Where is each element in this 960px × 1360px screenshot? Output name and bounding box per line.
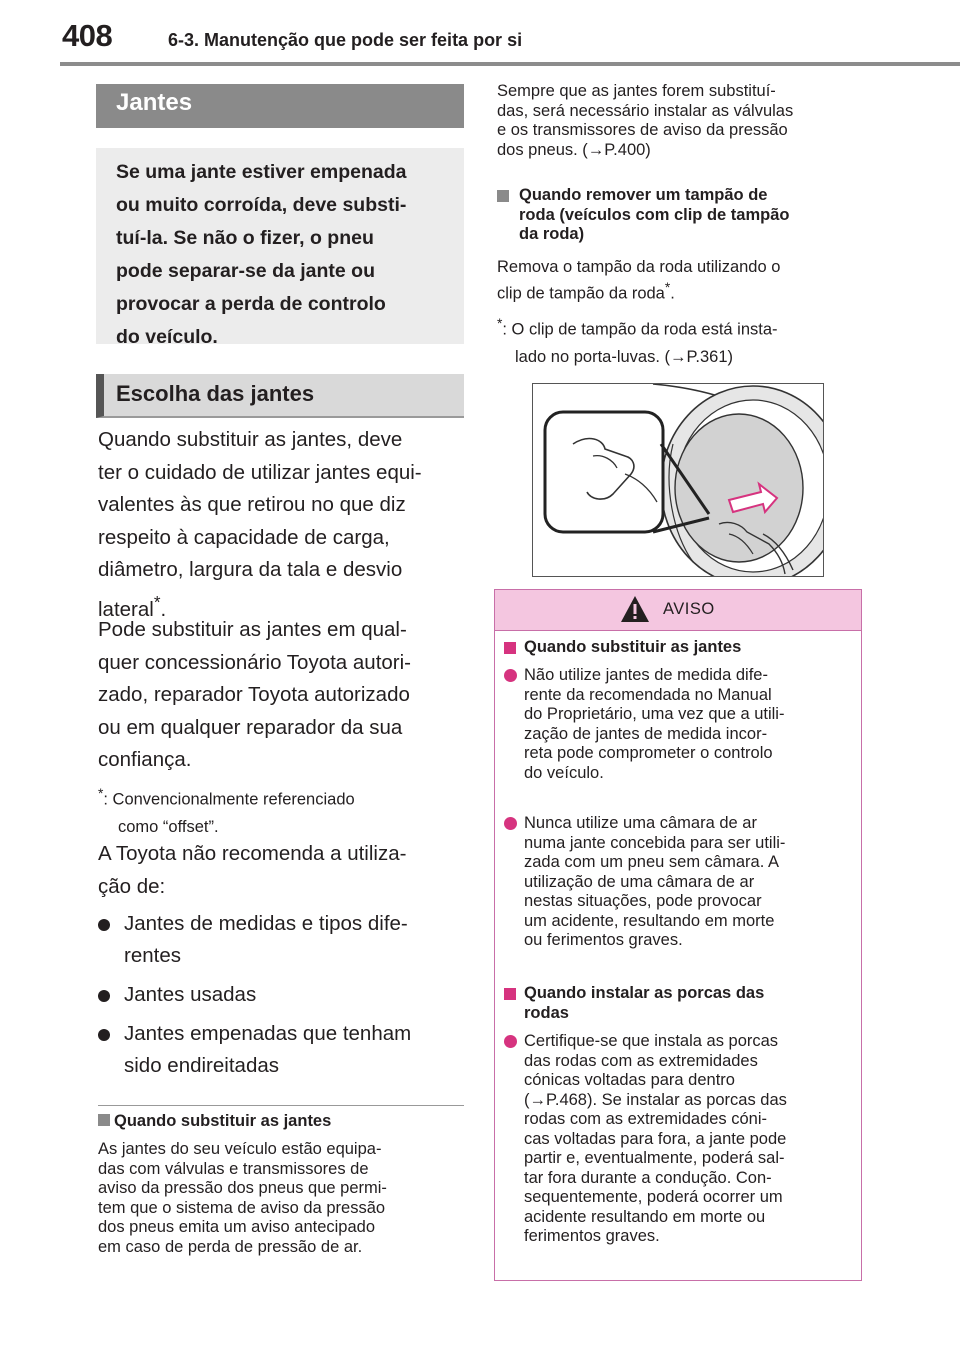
text-line: Não utilize jantes de medida dife-	[524, 666, 768, 684]
note-text	[98, 1140, 464, 1257]
text-fragment: .	[160, 597, 167, 621]
text-line: A Toyota não recomenda a utiliza-	[98, 842, 407, 865]
square-bullet-icon	[98, 1114, 110, 1126]
text-line: das rodas com as extremidades	[524, 1051, 758, 1070]
text-line: diâmetro, largura da tala e desvio	[98, 558, 403, 581]
intro-line: pode separar-se da jante ou	[116, 260, 375, 282]
warning-section-title-text: Quando substituir as jantes	[524, 638, 742, 656]
text-line: zado, reparador Toyota autorizado	[98, 683, 410, 706]
list-item	[98, 1018, 470, 1082]
text-line: reta pode comprometer o controlo	[524, 744, 773, 762]
intro-warning-box	[96, 148, 464, 348]
text-fragment: : Convencionalmente referenciado	[103, 790, 355, 809]
bullet-icon	[98, 919, 110, 931]
text-fragment: .	[670, 284, 675, 302]
text-line: Quando substituir as jantes, deve	[98, 428, 403, 451]
text-line: aviso da pressão dos pneus que permi-	[98, 1179, 387, 1197]
text-line: roda (veículos com clip de tampão	[519, 205, 790, 224]
text-line: das, será necessário instalar as válvulas	[497, 101, 794, 120]
circle-bullet-icon	[504, 817, 517, 830]
text-line	[497, 278, 867, 304]
text-line	[98, 780, 468, 814]
section-title: 6-3. Manutenção que pode ser feita por si	[168, 30, 523, 50]
text-line: dos pneus emita um aviso antecipado	[98, 1218, 376, 1236]
text-line: partir e, eventualmente, poderá sal-	[524, 1149, 785, 1167]
square-bullet-icon	[497, 186, 513, 208]
text-line: das com válvulas e transmissores de	[98, 1159, 369, 1178]
bullet-icon	[98, 990, 110, 1002]
text-line: tem que o sistema de aviso da pressão	[98, 1198, 386, 1217]
page-number: 408	[62, 18, 113, 53]
intro-line: do veículo.	[116, 326, 218, 348]
warning-section-title	[504, 638, 844, 658]
list-item	[98, 908, 470, 972]
text-line: cas voltadas para fora, a jante pode	[524, 1129, 787, 1148]
warning-item	[504, 814, 849, 951]
intro-line: tuí-la. Se não o fizer, o pneu	[116, 227, 374, 249]
bullet-icon	[98, 1029, 110, 1041]
text-line: nestas situações, pode provocar	[524, 892, 762, 910]
text-line: um acidente, resultando em morte	[524, 911, 775, 930]
paragraph-remova-tampao	[497, 258, 867, 304]
text-line: Certifique-se que instala as porcas	[524, 1032, 779, 1050]
paragraph-valvulas	[497, 82, 867, 160]
text-line: como “offset”.	[118, 817, 219, 836]
square-bullet-icon	[504, 642, 516, 654]
warning-box	[494, 589, 862, 1281]
text-line: numa jante concebida para ser utili-	[524, 833, 786, 852]
heading-jantes: Jantes	[96, 84, 464, 128]
text-line: ter o cuidado de utilizar jantes equi-	[98, 460, 422, 484]
text-line: respeito à capacidade de carga,	[98, 525, 390, 549]
text-line: zação de jantes de medida incor-	[524, 724, 768, 743]
wheel-cap-removal-illustration	[532, 383, 824, 577]
paragraph-escolha	[98, 424, 470, 626]
paragraph-substituir	[98, 614, 470, 777]
text-line: lado no porta-luvas. (→P.361)	[515, 347, 733, 366]
warning-item	[504, 1032, 849, 1247]
text-fragment: : O clip de tampão da roda está insta-	[502, 320, 778, 339]
intro-line: provocar a perda de controlo	[116, 293, 386, 315]
text-line: em caso de perda de pressão de ar.	[98, 1237, 363, 1256]
text-line: rodas	[524, 1003, 569, 1022]
footnote-offset	[98, 780, 468, 841]
text-line: tar fora durante a condução. Con-	[524, 1168, 772, 1187]
warning-section-title	[504, 984, 844, 1023]
text-line: quer concessionário Toyota autori-	[98, 650, 411, 674]
footnote-marker: *	[153, 592, 161, 612]
text-line: As jantes do seu veículo estão equipa-	[98, 1140, 382, 1158]
intro-line: ou muito corroída, deve substi-	[116, 194, 407, 216]
circle-bullet-icon	[504, 669, 517, 682]
footnote-marker: *	[497, 316, 503, 331]
warning-label: AVISO	[663, 600, 715, 618]
text-line	[497, 310, 867, 344]
text-line: dos pneus. (→P.400)	[497, 140, 651, 159]
bullet-list	[98, 908, 470, 1089]
text-line: zada com um pneu sem câmara. A	[524, 853, 779, 871]
warning-triangle-icon	[619, 594, 651, 624]
note-title-text: Quando substituir as jantes	[114, 1112, 332, 1130]
paragraph-nao-recomenda	[98, 838, 470, 903]
text-line: rentes	[124, 944, 181, 967]
text-line: valentes às que retirou no que diz	[98, 493, 406, 516]
text-fragment: lateral	[98, 597, 154, 621]
text-line: Pode substituir as jantes em qual-	[98, 618, 407, 641]
text-line: rente da recomendada no Manual	[524, 685, 772, 704]
heading-escolha-das-jantes: Escolha das jantes	[96, 374, 464, 418]
header-rule	[60, 62, 960, 66]
text-line: do veículo.	[524, 763, 604, 782]
text-line: confiança.	[98, 748, 192, 771]
intro-line: Se uma jante estiver empenada	[116, 161, 407, 183]
list-item	[98, 979, 470, 1011]
text-line: acidente resultando em morte ou	[524, 1207, 766, 1226]
text-line: Jantes de medidas e tipos dife-	[124, 912, 408, 935]
text-line: ou ferimentos graves.	[524, 931, 683, 949]
text-line: sido endireitadas	[124, 1054, 279, 1077]
text-fragment: clip de tampão da roda	[497, 284, 665, 302]
text-line: da roda)	[519, 225, 585, 243]
text-line: sequentemente, poderá ocorrer um	[524, 1188, 783, 1206]
text-line: (→P.468). Se instalar as porcas das	[524, 1090, 787, 1109]
text-line: ou em qualquer reparador da sua	[98, 715, 403, 739]
text-line: utilização de uma câmara de ar	[524, 872, 755, 891]
text-line: ferimentos graves.	[524, 1227, 660, 1245]
note-title	[98, 1112, 331, 1131]
footnote-marker: *	[664, 279, 671, 295]
square-bullet-icon	[504, 988, 516, 1000]
warning-item	[504, 666, 849, 783]
text-line: Quando remover um tampão de	[519, 186, 768, 204]
footnote-marker: *	[98, 786, 104, 801]
subsection-title-tampao	[497, 186, 867, 245]
text-line: ção de:	[98, 874, 166, 898]
footnote-clip	[497, 310, 867, 371]
text-line: Quando instalar as porcas das	[524, 984, 765, 1002]
text-line: cónicas voltadas para dentro	[524, 1071, 735, 1089]
circle-bullet-icon	[504, 1035, 517, 1048]
text-line: do Proprietário, uma vez que a utili-	[524, 705, 785, 723]
text-line: Jantes usadas	[124, 983, 257, 1006]
text-line: rodas com as extremidades cóni-	[524, 1110, 768, 1128]
text-line: Nunca utilize uma câmara de ar	[524, 814, 757, 832]
text-line: Sempre que as jantes forem substituí-	[497, 82, 776, 100]
note-divider	[98, 1105, 464, 1106]
text-line: Remova o tampão da roda utilizando o	[497, 258, 781, 276]
text-line: Jantes empenadas que tenham	[124, 1022, 412, 1045]
text-line: e os transmissores de aviso da pressão	[497, 121, 788, 139]
warning-header	[495, 590, 861, 631]
wheel-illustration-svg	[533, 384, 823, 576]
